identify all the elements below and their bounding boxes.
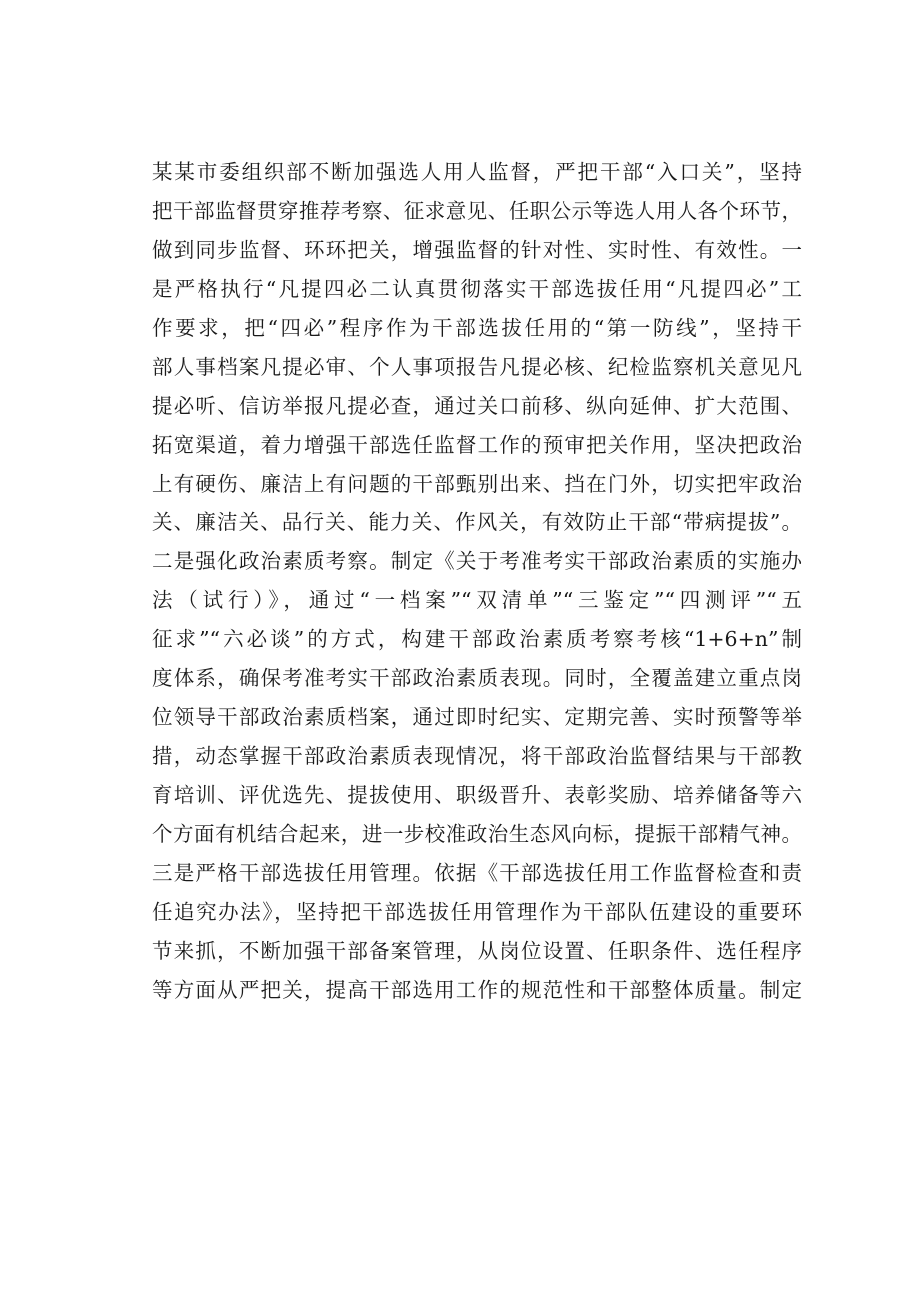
text-line: 上有硬伤、廉洁上有问题的干部甄别出来、挡在门外，切实把牢政治 bbox=[152, 471, 802, 496]
text-line: 法（试行）》，通过“一档案”“双清单”“三鉴定”“四测评”“五 bbox=[152, 588, 802, 613]
body-paragraph bbox=[152, 153, 802, 1010]
text-line: 部人事档案凡提必审、个人事项报告凡提必核、纪检监察机关意见凡 bbox=[152, 354, 802, 379]
text-line: 节来抓，不断加强干部备案管理，从岗位设置、任职条件、选任程序 bbox=[152, 938, 802, 963]
text-line: 作要求，把“四必”程序作为干部选拔任用的“第一防线”，坚持干 bbox=[152, 315, 802, 340]
text-line: 个方面有机结合起来，进一步校准政治生态风向标，提振干部精气神。 bbox=[152, 821, 802, 846]
text-line: 某某市委组织部不断加强选人用人监督，严把干部“入口关”，坚持 bbox=[152, 160, 802, 184]
text-line: 征求”“六必谈”的方式，构建干部政治素质考察考核“1+6+n”制 bbox=[152, 627, 802, 652]
text-line: 位领导干部政治素质档案，通过即时纪实、定期完善、实时预警等举 bbox=[152, 705, 802, 730]
text-line: 等方面从严把关，提高干部选用工作的规范性和干部整体质量。制定 bbox=[152, 977, 802, 1002]
text-line: 把干部监督贯穿推荐考察、征求意见、任职公示等选人用人各个环节， bbox=[152, 198, 802, 223]
text-line: 二是强化政治素质考察。制定《关于考准考实干部政治素质的实施办 bbox=[152, 549, 802, 574]
text-line: 拓宽渠道，着力增强干部选任监督工作的预审把关作用，坚决把政治 bbox=[152, 432, 802, 457]
text-line: 三是严格干部选拔任用管理。依据《干部选拔任用工作监督检查和责 bbox=[152, 860, 802, 885]
text-line: 做到同步监督、环环把关，增强监督的针对性、实时性、有效性。一 bbox=[152, 237, 802, 262]
text-line: 育培训、评优选先、提拔使用、职级晋升、表彰奖励、培养储备等六 bbox=[152, 783, 802, 807]
text-line: 是严格执行“凡提四必二认真贯彻落实干部选拔任用“凡提四必”工 bbox=[152, 276, 802, 301]
text-line: 措，动态掌握干部政治素质表现情况，将干部政治监督结果与干部教 bbox=[152, 744, 802, 769]
text-line: 度体系，确保考准考实干部政治素质表现。同时，全覆盖建立重点岗 bbox=[152, 666, 802, 691]
text-line: 提必听、信访举报凡提必查，通过关口前移、纵向延伸、扩大范围、 bbox=[152, 393, 802, 418]
text-line: 关、廉洁关、品行关、能力关、作风关，有效防止干部“带病提拔”。 bbox=[152, 510, 802, 535]
text-line: 任追究办法》，坚持把干部选拔任用管理作为干部队伍建设的重要环 bbox=[152, 899, 802, 924]
